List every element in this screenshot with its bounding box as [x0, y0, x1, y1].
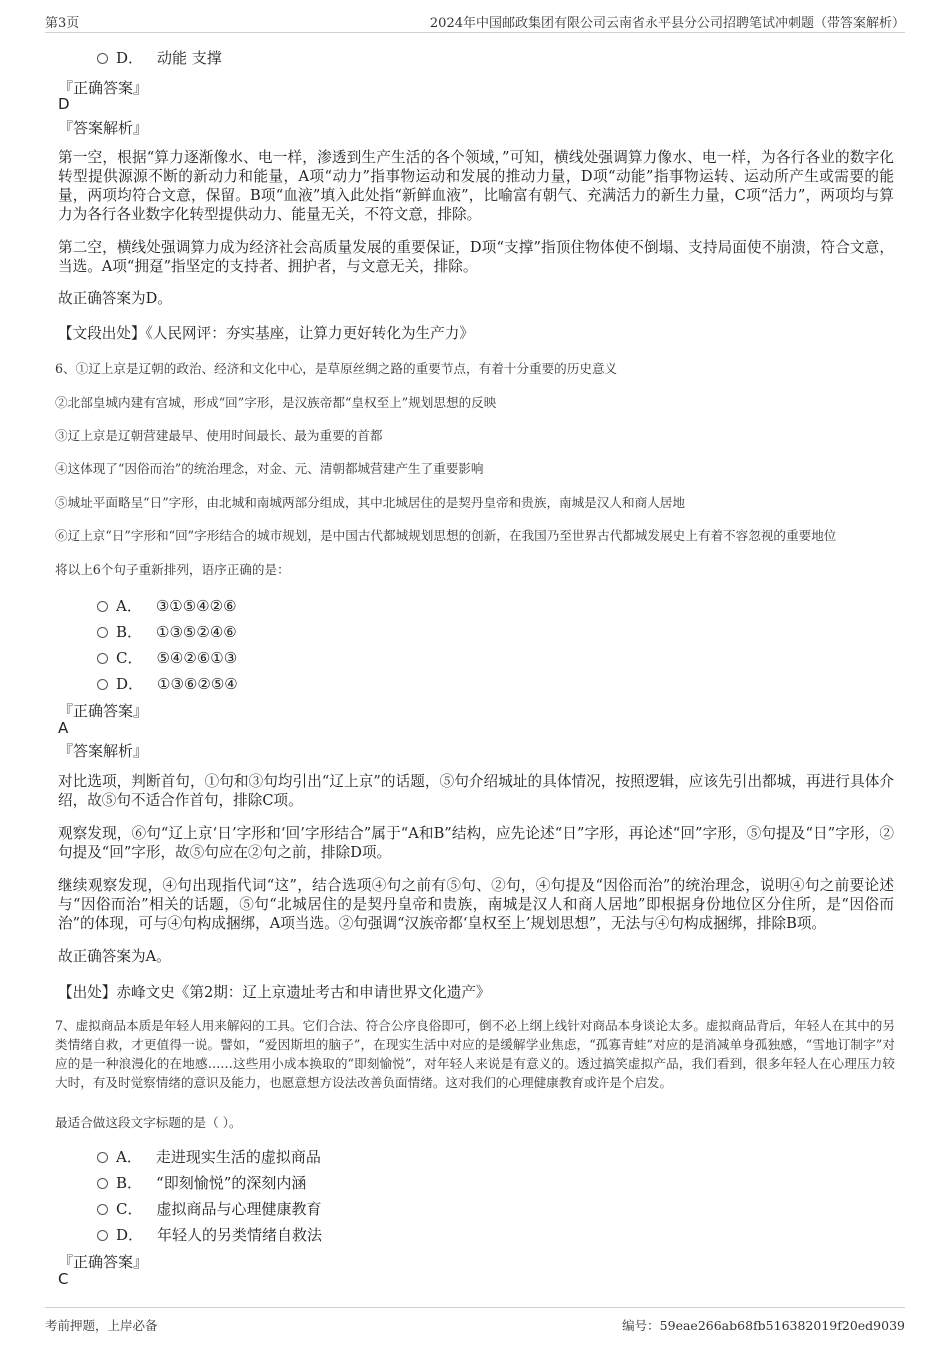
- q5-analysis-p3: 故正确答案为D。: [58, 290, 172, 307]
- radio-icon[interactable]: [97, 653, 108, 664]
- footer-slogan: 考前押题，上岸必备: [45, 1318, 158, 1333]
- q7-option-c[interactable]: C． 虚拟商品与心理健康教育: [97, 1198, 322, 1219]
- q5-analysis-label: 『答案解析』: [58, 119, 149, 137]
- page-number: 第3页: [45, 16, 80, 31]
- q6-sentence-1: 6、①辽上京是辽朝的政治、经济和文化中心，是草原丝绸之路的重要节点，有着十分重要的历史意义: [55, 361, 618, 376]
- document-code: 编号：59eae266ab68fb516382019f20ed9039: [622, 1318, 905, 1333]
- q5-source: 【文段出处】《人民网评：夯实基座，让算力更好转化为生产力》: [58, 325, 474, 342]
- q7-prompt: 最适合做这段文字标题的是（ ）。: [55, 1115, 242, 1130]
- q5-analysis-p1: 第一空，根据“算力逐渐像水、电一样，渗透到生产生活的各个领域，”可知，横线处强调算力像水、电一样，为各行各业的数字化转型提供源源不断的新动力和能量，A项“动力”指事物运动和发展的推动力量，D项“动能”指事物运转、运动所产生或需要的能量，两项均符合文意，保留。B项“血液”填入此处指“新鲜血液”，比喻富有朝气、充满活力的新生力量，C项“活力”，两项均与算力为各行各业数字化转型提供动力、能量无关，不符文意，排除。: [58, 149, 894, 223]
- q6-sentence-6: ⑥辽上京“日”字形和“回”字形结合的城市规划，是中国古代都城规划思想的创新，在我国乃至世界古代都城发展史上有着不容忽视的重要地位: [55, 528, 837, 543]
- radio-icon[interactable]: [97, 1178, 108, 1189]
- q6-source: 【出处】赤峰文史《第2期：辽上京遗址考古和申请世界文化遗产》: [58, 984, 491, 1001]
- radio-icon[interactable]: [97, 627, 108, 638]
- q6-sentence-5: ⑤城址平面略呈“日”字形，由北城和南城两部分组成，其中北城居住的是契丹皇帝和贵族，南城是汉人和商人居地: [55, 495, 685, 510]
- q7-answer-label: 『正确答案』: [58, 1253, 149, 1271]
- q6-answer: A: [58, 719, 69, 737]
- q6-analysis-p4: 故正确答案为A。: [58, 948, 171, 965]
- q6-analysis-p2: 观察发现，⑥句“辽上京‘日’字形和‘回’字形结合”属于“A和B”结构，应先论述“日”字形，再论述“回”字形，⑤句提及“日”字形，②句提及“回”字形，故⑤句应在②句之前，排除D项。: [58, 825, 894, 861]
- q5-answer: D: [58, 95, 70, 113]
- q5-analysis-p2: 第二空，横线处强调算力成为经济社会高质量发展的重要保证，D项“支撑”指顶住物体使不倒塌、支持局面使不崩溃，符合文意，当选。A项“拥趸”指坚定的支持者、拥护者，与文意无关，排除。: [58, 239, 894, 275]
- q6-prompt: 将以上6个句子重新排列，语序正确的是：: [55, 562, 290, 577]
- radio-icon[interactable]: [97, 1230, 108, 1241]
- radio-icon[interactable]: [97, 53, 108, 64]
- q6-analysis-p1: 对比选项，判断首句，①句和③句均引出“辽上京”的话题，⑤句介绍城址的具体情况，按照逻辑，应该先引出都城，再进行具体介绍，故⑤句不适合作首句，排除C项。: [58, 773, 894, 809]
- radio-icon[interactable]: [97, 679, 108, 690]
- page-footer: [45, 1307, 905, 1336]
- q7-option-b[interactable]: B． “即刻愉悦”的深刻内涵: [97, 1172, 306, 1193]
- q6-analysis-p3: 继续观察发现，④句出现指代词“这”，结合选项④句之前有⑤句、②句，④句提及“因俗而治”的统治理念，说明④句之前要论述与“因俗而治”相关的话题，⑤句“北城居住的是契丹皇帝和贵族，南城是汉人和商人居地”即根据身份地位区分住所，是“因俗而治”的体现，可与④句构成捆绑，A项当选。②句强调“汉族帝都‘皇权至上’规划思想”，无法与④句构成捆绑，排除B项。: [58, 877, 894, 932]
- q6-option-d[interactable]: D． ①③⑥②⑤④: [97, 673, 238, 694]
- q7-passage: 7、虚拟商品本质是年轻人用来解闷的工具。它们合法、符合公序良俗即可，倒不必上纲上线针对商品本身谈论太多。虚拟商品背后，年轻人在其中的另类情绪自救，才更值得一说。譬如，“爱因斯坦的脑子”，在现实生活中对应的是缓解学业焦虑，“孤寡青蛙”对应的是消减单身孤独感，“雪地订制字”对应的是一种浪漫化的在地感……这些用小成本换取的“即刻愉悦”，对年轻人来说是有意义的。透过搞笑虚拟产品，我们看到，很多年轻人在心理压力较大时，有及时觉察情绪的意识及能力，也愿意想方设法改善负面情绪。这对我们的心理健康教育或许是个启发。: [55, 1018, 895, 1090]
- radio-icon[interactable]: [97, 1204, 108, 1215]
- q6-sentence-3: ③辽上京是辽朝营建最早、使用时间最长、最为重要的首都: [55, 428, 383, 443]
- radio-icon[interactable]: [97, 1152, 108, 1163]
- page-header: [45, 10, 905, 33]
- q6-option-a[interactable]: A． ③①⑤④②⑥: [97, 595, 237, 616]
- q5-answer-label: 『正确答案』: [58, 79, 149, 97]
- q6-answer-label: 『正确答案』: [58, 702, 149, 720]
- q6-analysis-label: 『答案解析』: [58, 742, 149, 760]
- radio-icon[interactable]: [97, 601, 108, 612]
- q6-option-b[interactable]: B． ①③⑤②④⑥: [97, 621, 237, 642]
- q6-option-c[interactable]: C． ⑤④②⑥①③: [97, 647, 237, 668]
- q6-sentence-2: ②北部皇城内建有宫城，形成“回”字形，是汉族帝都“皇权至上”规划思想的反映: [55, 395, 497, 410]
- q7-option-d[interactable]: D． 年轻人的另类情绪自救法: [97, 1224, 322, 1245]
- q7-option-a[interactable]: A． 走进现实生活的虚拟商品: [97, 1146, 321, 1167]
- q7-answer: C: [58, 1270, 69, 1288]
- q5-option-d[interactable]: D． 动能 支撑: [97, 47, 222, 68]
- document-title: 2024年中国邮政集团有限公司云南省永平县分公司招聘笔试冲刺题（带答案解析）: [429, 16, 905, 31]
- q6-sentence-4: ④这体现了“因俗而治”的统治理念，对金、元、清朝都城营建产生了重要影响: [55, 461, 484, 476]
